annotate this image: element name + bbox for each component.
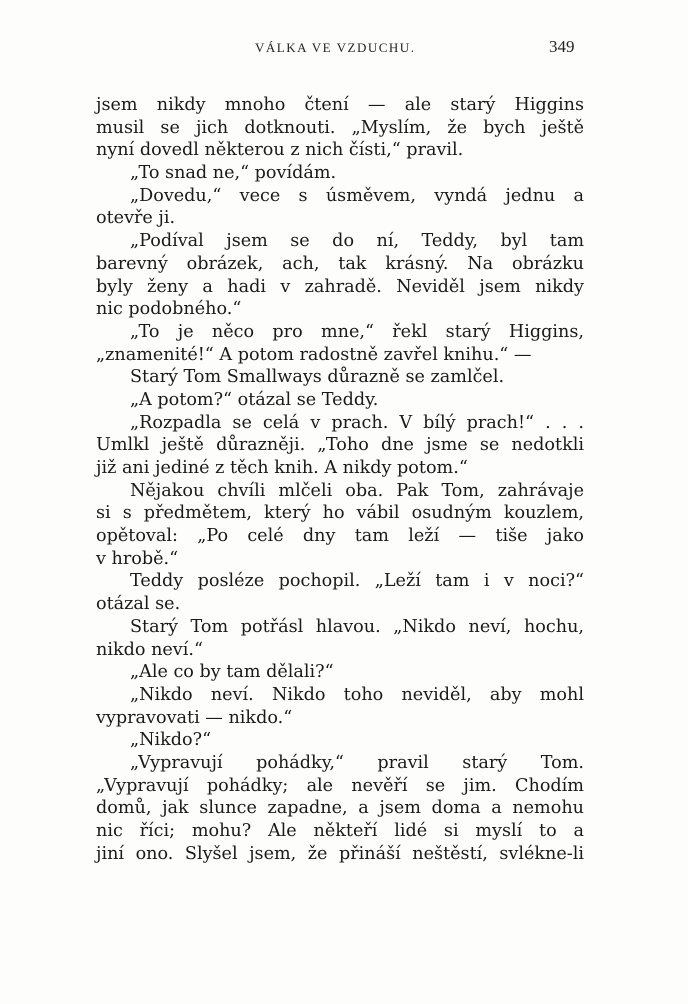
text-line: „Nikdo neví. Nikdo toho neviděl, aby mohl bbox=[130, 684, 584, 705]
text-line: „Rozpadla se celá v prach. V bílý prach!“ . . . bbox=[130, 412, 584, 433]
text-line: Teddy posléze pochopil. „Leží tam i v noci?“ bbox=[130, 571, 584, 592]
text-line: musil se jich dotknouti. „Myslím, že bych ještě bbox=[96, 117, 584, 138]
text-line: nyní dovedl některou z nich čísti,“ pravil. bbox=[96, 140, 464, 161]
text-line: Starý Tom potřásl hlavou. „Nikdo neví, hochu, bbox=[130, 616, 584, 637]
text-line: barevný obrázek, ach, tak krásný. Na obrázku bbox=[96, 253, 584, 274]
text-line: „Vypravují pohádky; ale nevěří se jim. Chodím bbox=[96, 775, 584, 796]
text-line: otázal se. bbox=[96, 594, 181, 615]
text-line: si s předmětem, který ho vábil osudným kouzlem, bbox=[96, 503, 584, 524]
text-line: otevře ji. bbox=[96, 208, 176, 229]
text-line: „Ale co by tam dělali?“ bbox=[130, 662, 334, 683]
text-line: v hrobě.“ bbox=[96, 548, 179, 569]
text-line: byly ženy a hadi v zahradě. Neviděl jsem nikdy bbox=[96, 276, 584, 297]
page-number: 349 bbox=[549, 37, 575, 56]
text-line: jsem nikdy mnoho čtení — ale starý Higgins bbox=[96, 95, 584, 115]
text-line: domů, jak slunce zapadne, a jsem doma a nemohu bbox=[96, 798, 584, 819]
text-line: nikdo neví.“ bbox=[96, 639, 203, 660]
text-line: „To snad ne,“ povídám. bbox=[130, 163, 337, 184]
text-line: jiní ono. Slyšel jsem, že přináší neštěstí, svlékne-li bbox=[96, 843, 584, 864]
text-line: vypravovati — nikdo.“ bbox=[96, 707, 293, 728]
text-line: nic podobného.“ bbox=[96, 299, 242, 320]
running-header: VÁLKA VE VZDUCHU. bbox=[255, 40, 416, 55]
body-text bbox=[96, 94, 584, 865]
text-line: „Nikdo?“ bbox=[130, 730, 212, 751]
text-line: „Dovedu,“ vece s úsměvem, vyndá jednu a bbox=[130, 185, 584, 206]
text-line: již ani jediné z těch knih. A nikdy potom.“ bbox=[96, 458, 468, 478]
text-line: Nějakou chvíli mlčeli oba. Pak Tom, zahrávaje bbox=[130, 480, 584, 501]
text-line: „To je něco pro mne,“ řekl starý Higgins, bbox=[130, 321, 584, 342]
text-line: „Podíval jsem se do ní, Teddy, byl tam bbox=[130, 231, 584, 252]
text-line: „A potom?“ otázal se Teddy. bbox=[130, 389, 379, 410]
text-line: Umlkl ještě důrazněji. „Toho dne jsme se nedotkli bbox=[96, 435, 584, 456]
text-line: „Vypravují pohádky,“ pravil starý Tom. bbox=[130, 752, 584, 773]
text-line: Starý Tom Smallways důrazně se zamlčel. bbox=[130, 367, 505, 388]
text-line: opětoval: „Po celé dny tam leží — tiše jako bbox=[96, 526, 584, 547]
text-line: nic říci; mohu? Ale někteří lidé si myslí to a bbox=[96, 821, 584, 841]
text-line: „znamenité!“ A potom radostně zavřel knihu.“ — bbox=[96, 344, 532, 365]
